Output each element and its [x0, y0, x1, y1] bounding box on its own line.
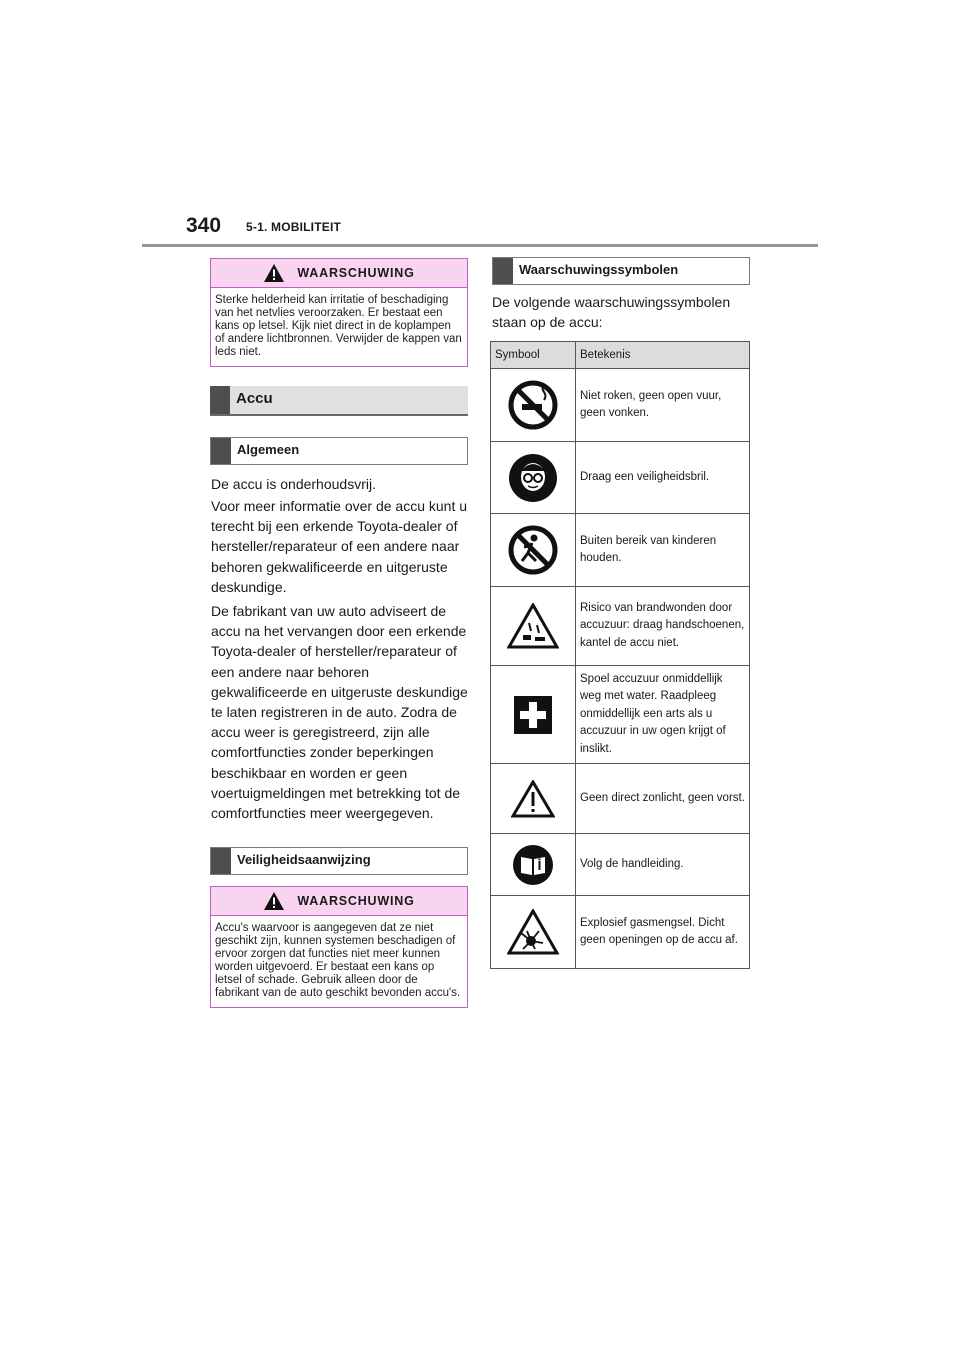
subsection-title: Waarschuwingssymbolen: [519, 262, 679, 277]
table-header-row: [491, 342, 750, 369]
section-marker: [210, 386, 230, 414]
symbols-intro: De volgende waarschuwingssymbolen staan op de accu:: [492, 294, 731, 331]
warning-triangle-icon: [263, 263, 285, 283]
warning-triangle-icon: [263, 891, 285, 911]
symbol-meaning: Risico van brandwonden door accuzuur: draag handschoenen, kantel de accu niet.: [576, 587, 750, 666]
section-title: Accu: [236, 390, 273, 407]
subsection-header-veiligheid: [210, 847, 468, 875]
table-row: [491, 442, 750, 514]
keep-away-children-icon: [508, 525, 558, 575]
symbol-meaning: Draag een veiligheidsbril.: [576, 442, 750, 514]
subsection-title: Veiligheidsaanwijzing: [237, 852, 371, 867]
page-number: 340: [186, 214, 222, 237]
chapter-title: 5-1. MOBILITEIT: [246, 220, 342, 234]
subsection-header-symbolen: [492, 257, 750, 285]
table-row: [491, 896, 750, 969]
symbol-cell: [491, 514, 576, 587]
safety-goggles-icon: [508, 453, 558, 503]
symbol-cell: [491, 834, 576, 896]
header-rule: [142, 244, 818, 247]
symbol-cell: [491, 442, 576, 514]
warning-title: WAARSCHUWING: [297, 266, 415, 280]
warning-box-battery: [210, 886, 468, 1008]
symbol-meaning: Buiten bereik van kinderen houden.: [576, 514, 750, 587]
corrosive-icon: [507, 603, 559, 649]
warning-title: WAARSCHUWING: [297, 894, 415, 908]
symbol-meaning: Spoel accuzuur onmiddellijk weg met water. Raadpleeg onmiddellijk een arts als u accuzuur in uw ogen krijgt of inslikt.: [576, 666, 750, 764]
warning-triangle-icon: [511, 780, 555, 818]
symbol-meaning: Volg de handleiding.: [576, 834, 750, 896]
table-row: [491, 587, 750, 666]
symbol-meaning: Explosief gasmengsel. Dicht geen openingen op de accu af.: [576, 896, 750, 969]
paragraph-registration: De fabrikant van uw auto adviseert de accu na het vervangen door een erkende Toyota-dealer of hersteller/reparateur of een andere naar behoren gekwalificeerde en uitgeruste deskundige te laten registreren in de auto. Zodra de accu weer is geregistreerd, zijn alle comfortfuncties zonder beperkingen beschikbaar en worden er geen voertuigmeldingen met betrekking tot de comfortfuncties meer weergegeven.: [211, 603, 468, 822]
first-aid-icon: [514, 696, 552, 734]
table-row: [491, 666, 750, 764]
warning-text: Accu's waarvoor is aangegeven dat ze niet geschikt zijn, kunnen systemen beschadigen of ervoor zorgen dat functies niet meer kunnen worden uitgevoerd. Er bestaat een kans op letsel of schade. Gebruik alleen door de fabrikant van de auto geschikt bevonden accu's.: [215, 922, 461, 999]
table-row: [491, 764, 750, 834]
subsection-title: Algemeen: [237, 442, 300, 457]
subsection-header-algemeen: [210, 437, 468, 465]
column-header-symbol: Symbool: [491, 342, 576, 369]
symbol-cell: [491, 896, 576, 969]
subsection-marker: [211, 438, 231, 464]
symbol-cell: [491, 587, 576, 666]
table-row: [491, 369, 750, 442]
table-row: [491, 834, 750, 896]
warning-box-brightness: [210, 258, 468, 367]
symbol-meaning: Niet roken, geen open vuur, geen vonken.: [576, 369, 750, 442]
explosive-icon: [507, 909, 559, 955]
no-smoking-icon: [508, 380, 558, 430]
column-header-meaning: Betekenis: [576, 342, 750, 369]
subsection-marker: [211, 848, 231, 874]
section-header-accu: [210, 386, 468, 416]
paragraph-maintenance: De accu is onderhoudsvrij.: [211, 476, 376, 492]
warning-header: [211, 259, 467, 288]
warning-header: [211, 887, 467, 916]
subsection-marker: [493, 258, 513, 284]
warning-text: Sterke helderheid kan irritatie of beschadiging van het netvlies veroorzaken. Er bestaat een kans op letsel. Kijk niet direct in de koplampen of andere lichtbronnen. Verwijder de kappen van leds niet.: [215, 294, 462, 358]
read-manual-icon: [512, 844, 554, 886]
symbol-cell: [491, 764, 576, 834]
symbol-table: [490, 341, 750, 969]
symbol-cell: [491, 666, 576, 764]
symbol-cell: [491, 369, 576, 442]
table-row: [491, 514, 750, 587]
paragraph-info: Voor meer informatie over de accu kunt u terecht bij een erkende Toyota-dealer of hersteller/reparateur of een andere naar behoren gekwalificeerde en uitgeruste deskundige.: [211, 498, 468, 595]
symbol-meaning: Geen direct zonlicht, geen vorst.: [576, 764, 750, 834]
